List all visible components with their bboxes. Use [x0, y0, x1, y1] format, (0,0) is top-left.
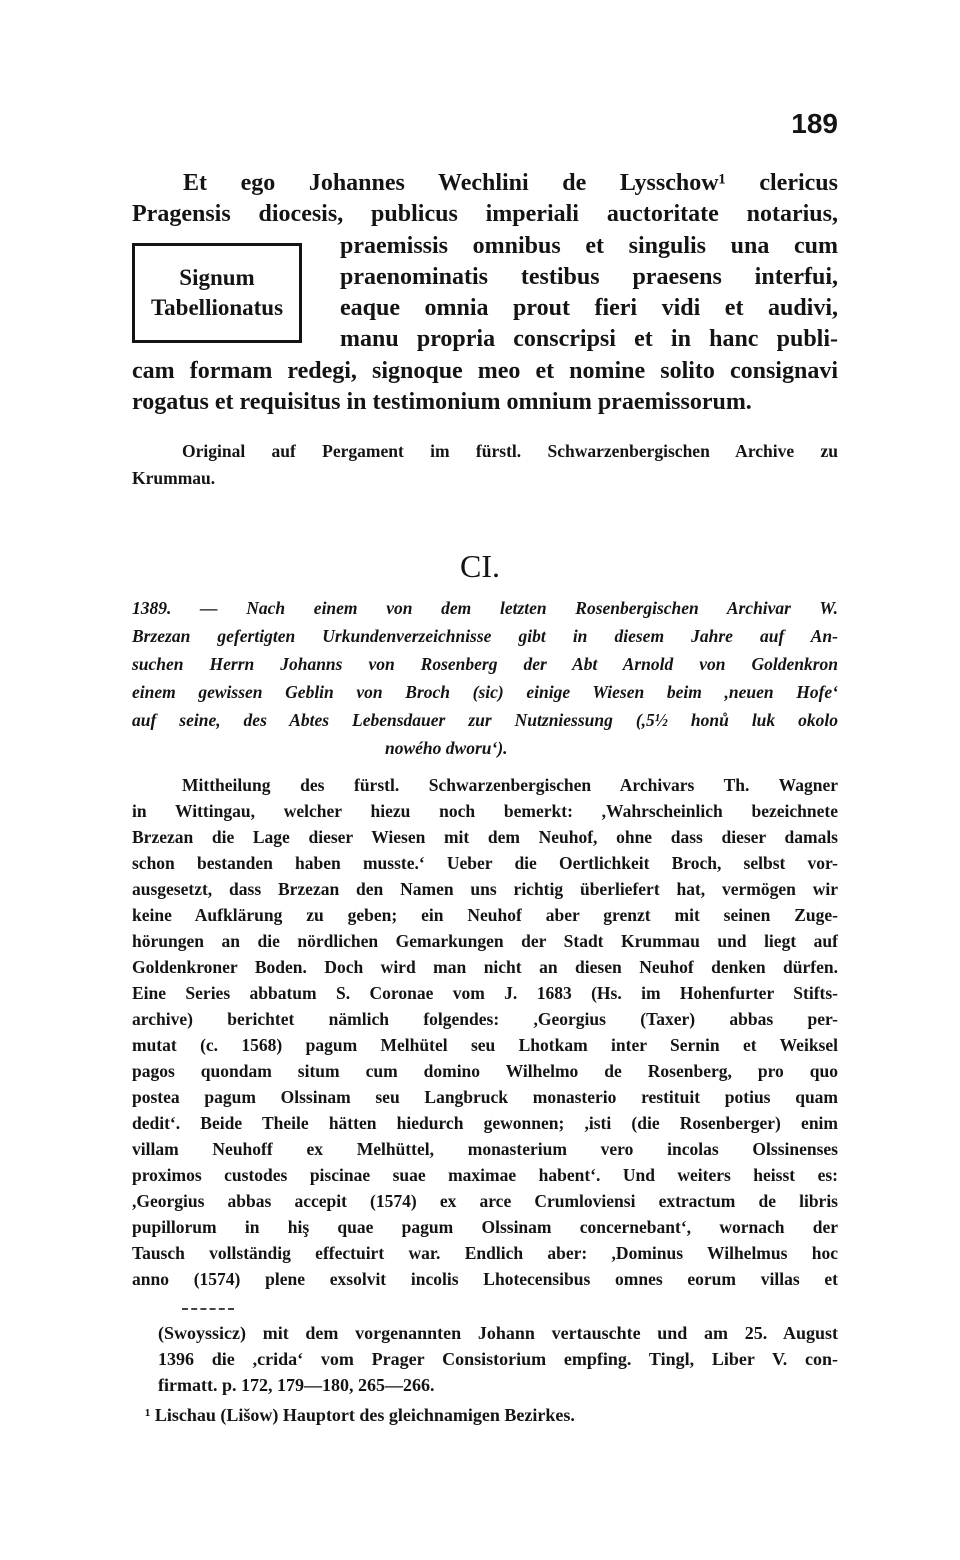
text-line: eaque omnia prout fieri vidi et audivi,	[340, 295, 838, 321]
text-line: Et ego Johannes Wechlini de Lysschow¹ clericus	[183, 170, 838, 196]
regest-line: 1389. — Nach einem von dem letzten Rosenbergischen Archivar W.	[132, 598, 838, 618]
commentary-line: Goldenkroner Boden. Doch wird man nicht an diesen Neuhof denken dürfen.	[132, 957, 838, 977]
regest-line: suchen Herrn Johanns von Rosenberg der Abt Arnold von Goldenkron	[132, 654, 838, 674]
commentary-line: ausgesetzt, dass Brzezan den Namen uns richtig überliefert hat, vermögen wir	[132, 879, 838, 899]
commentary-line: keine Aufklärung zu geben; ein Neuhof aber grenzt mit seinen Zuge-	[132, 905, 838, 925]
commentary-line: Eine Series abbatum S. Coronae vom J. 1683 (Hs. im Hohenfurter Stifts-	[132, 983, 838, 1003]
commentary-line: in Wittingau, welcher hiezu noch bemerkt: ,Wahrscheinlich bezeichnete	[132, 801, 838, 821]
commentary-line: pagos quondam situm cum domino Wilhelmo de Rosenberg, pro quo	[132, 1061, 838, 1081]
commentary-line: villam Neuhoff ex Melhüttel, monasterium vero incolas Olssinenses	[132, 1139, 838, 1159]
commentary-line: ,Georgius abbas accepit (1574) ex arce Crumloviensi extractum de libris	[132, 1191, 838, 1211]
commentary-line: hörungen an die nördlichen Gemarkungen der Stadt Krummau und liegt auf	[132, 931, 838, 951]
commentary-line: pupillorum in hiş quae pagum Olssinam concernebant‘, wornach der	[132, 1217, 838, 1237]
signum-label: Signum	[179, 265, 255, 290]
footnote-line: firmatt. p. 172, 179—180, 265—266.	[158, 1375, 435, 1395]
commentary-line: Tausch vollständig effectuirt war. Endlich aber: ,Dominus Wilhelmus hoc	[132, 1243, 838, 1263]
text-line: Pragensis diocesis, publicus imperiali auctoritate notarius,	[132, 201, 838, 227]
commentary-line: Brzezan die Lage dieser Wiesen mit dem Neuhof, ohne dass dieser damals	[132, 827, 838, 847]
footnote-separator	[182, 1308, 234, 1310]
commentary-line: dedit‘. Beide Theile hätten hiedurch gewonnen; ,isti (die Rosenberger) enim	[132, 1113, 838, 1133]
signum-box	[132, 243, 302, 343]
regest-line: auf seine, des Abtes Lebensdauer zur Nutzniessung (,5½ honů luk okolo	[132, 710, 838, 730]
commentary-line: mutat (c. 1568) pagum Melhütel seu Lhotkam inter Sernin et Weiksel	[132, 1035, 838, 1055]
commentary-line: schon bestanden haben musste.‘ Ueber die Oertlichkeit Broch, selbst vor-	[132, 853, 838, 873]
source-note: Krummau.	[132, 468, 216, 488]
footnote-1: ¹ Lischau (Lišow) Hauptort des gleichnamigen Bezirkes.	[145, 1405, 575, 1425]
footnote-line: (Swoyssicz) mit dem vorgenannten Johann vertauschte und am 25. August	[158, 1323, 838, 1343]
regest-line: nowého dworu‘).	[385, 738, 508, 758]
regest-line: einem gewissen Geblin von Broch (sic) einige Wiesen beim ,neuen Hofe‘	[132, 682, 838, 702]
regest-line: Brzezan gefertigten Urkundenverzeichnisse gibt in diesem Jahre auf An-	[132, 626, 838, 646]
commentary-line: Mittheilung des fürstl. Schwarzenbergischen Archivars Th. Wagner	[182, 775, 838, 795]
footnote-line: 1396 die ,crida‘ vom Prager Consistorium empfing. Tingl, Liber V. con-	[158, 1349, 838, 1369]
page-number: 189	[791, 108, 838, 139]
text-line: rogatus et requisitus in testimonium omnium praemissorum.	[132, 389, 752, 415]
source-note: Original auf Pergament im fürstl. Schwarzenbergischen Archive zu	[182, 441, 838, 461]
text-line: praemissis omnibus et singulis una cum	[340, 233, 838, 259]
section-heading: CI.	[460, 548, 500, 584]
text-line: cam formam redegi, signoque meo et nomine solito consignavi	[132, 358, 838, 384]
text-line: praenominatis testibus praesens interfui,	[340, 264, 838, 290]
commentary-line: archive) berichtet nämlich folgendes: ,Georgius (Taxer) abbas per-	[132, 1009, 838, 1029]
commentary-line: proximos custodes piscinae suae maximae habent‘. Und weiters heisst es:	[132, 1165, 838, 1185]
tabellionatus-label: Tabellionatus	[150, 295, 284, 320]
commentary-line: anno (1574) plene exsolvit incolis Lhotecensibus omnes eorum villas et	[132, 1269, 838, 1289]
text-line: manu propria conscripsi et in hanc publi-	[340, 326, 838, 352]
commentary-line: postea pagum Olssinam seu Langbruck monasterio restituit potius quam	[132, 1087, 838, 1107]
